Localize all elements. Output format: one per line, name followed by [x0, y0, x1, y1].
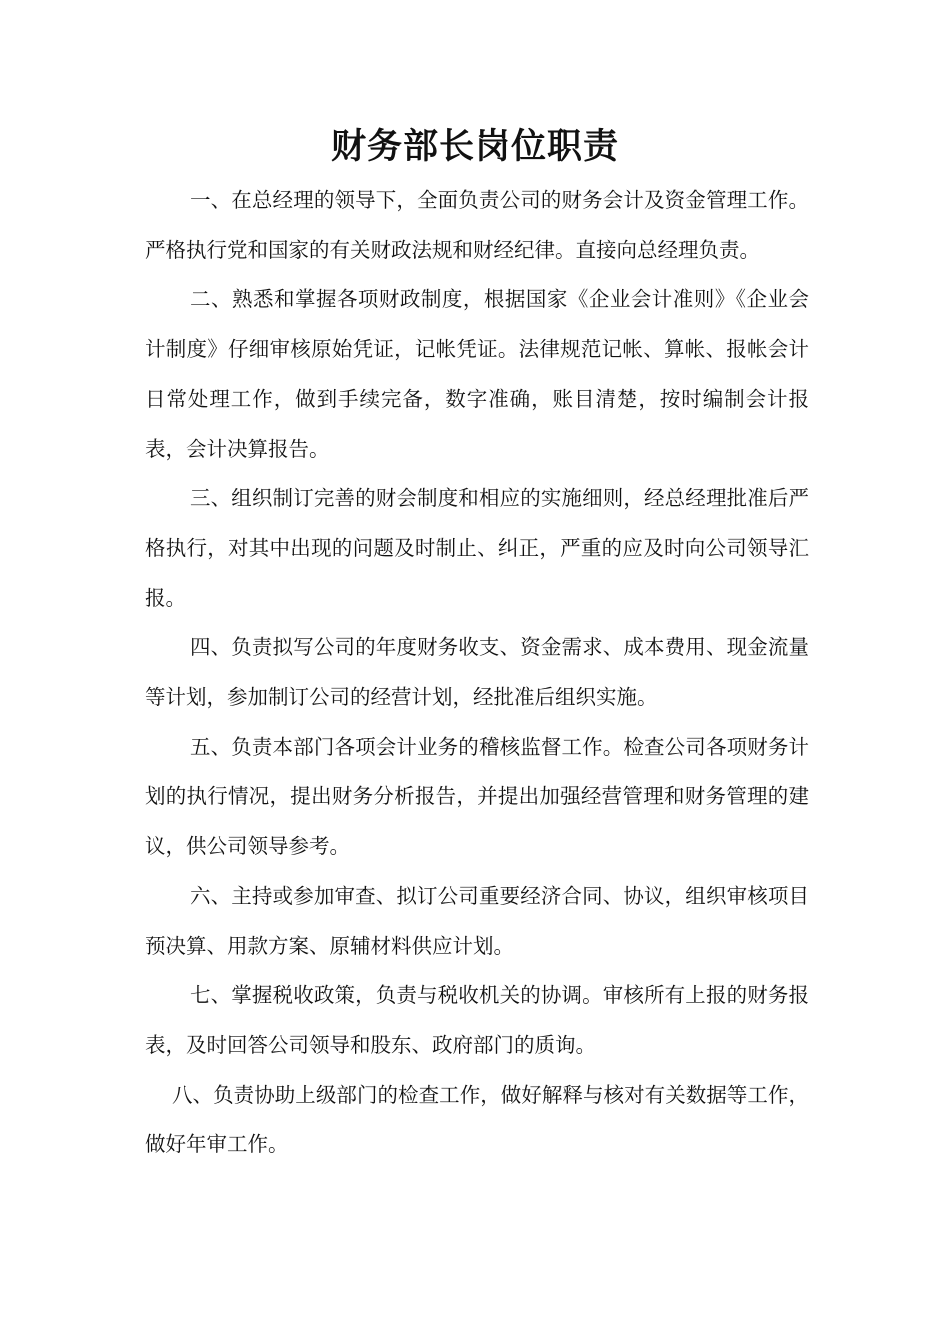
paragraph-2: 二、熟悉和掌握各项财政制度，根据国家《企业会计准则》《企业会计制度》仔细审核原始凭证，记帐凭证。法律规范记帐、算帐、报帐会计日常处理工作，做到手续完备，数字准确，账目清楚，按时编制会计报表，会计决算报告。: [145, 287, 809, 461]
paragraph-1: 一、在总经理的领导下，全面负责公司的财务会计及资金管理工作。严格执行党和国家的有关财政法规和财经纪律。直接向总经理负责。: [145, 188, 809, 262]
paragraph-6: 六、主持或参加审查、拟订公司重要经济合同、协议，组织审核项目预决算、用款方案、原辅材料供应计划。: [145, 883, 809, 958]
paragraph-4: 四、负责拟写公司的年度财务收支、资金需求、成本费用、现金流量等计划，参加制订公司的经营计划，经批准后组织实施。: [145, 635, 809, 710]
paragraph-8: 八、负责协助上级部门的检查工作，做好解释与核对有关数据等工作，做好年审工作。: [145, 1082, 809, 1157]
paragraph-5: 五、负责本部门各项会计业务的稽核监督工作。检查公司各项财务计划的执行情况，提出财务分析报告，并提出加强经营管理和财务管理的建议，供公司领导参考。: [145, 734, 809, 859]
paragraph-3: 三、组织制订完善的财会制度和相应的实施细则，经总经理批准后严格执行，对其中出现的问题及时制止、纠正，严重的应及时向公司领导汇报。: [145, 486, 809, 610]
document-body: [145, 176, 809, 1170]
document-title: 财务部长岗位职责: [330, 127, 619, 167]
paragraph-7: 七、掌握税收政策，负责与税收机关的协调。审核所有上报的财务报表，及时回答公司领导和股东、政府部门的质询。: [145, 983, 809, 1057]
